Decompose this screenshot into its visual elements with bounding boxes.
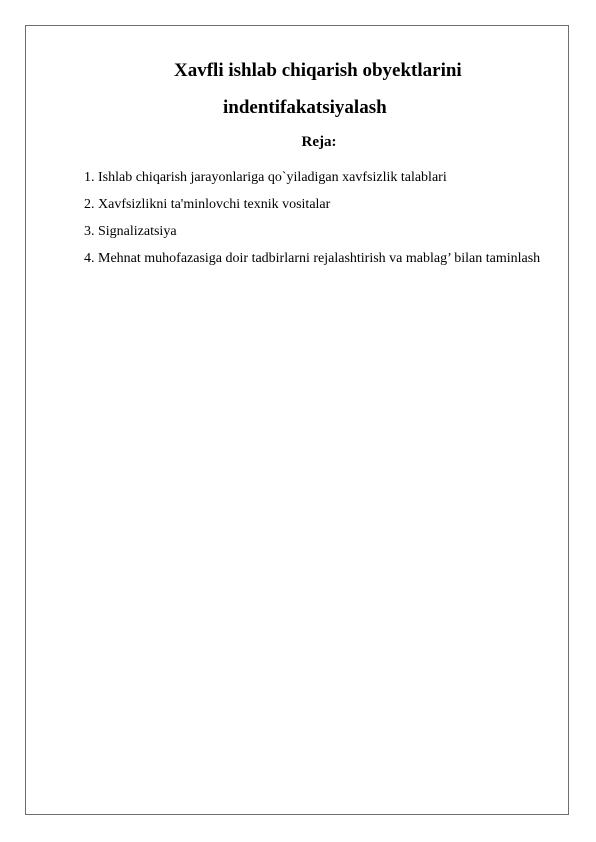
plan-heading: Reja: — [301, 134, 337, 150]
plan-item-4: 4. Mehnat muhofazasiga doir tadbirlarni rejalashtirish va mablag’ bilan taminlash — [84, 251, 541, 266]
plan-list — [84, 164, 554, 272]
document-title-line-1: Xavfli ishlab chiqarish obyektlarini — [174, 60, 462, 81]
plan-item-3: 3. Signalizatsiya — [84, 224, 177, 239]
document-title-line-2: indentifakatsiyalash — [223, 97, 387, 118]
plan-item-1: 1. Ishlab chiqarish jarayonlariga qo`yiladigan xavfsizlik talablari — [84, 170, 447, 185]
plan-item-2: 2. Xavfsizlikni ta'minlovchi texnik vositalar — [84, 197, 331, 212]
